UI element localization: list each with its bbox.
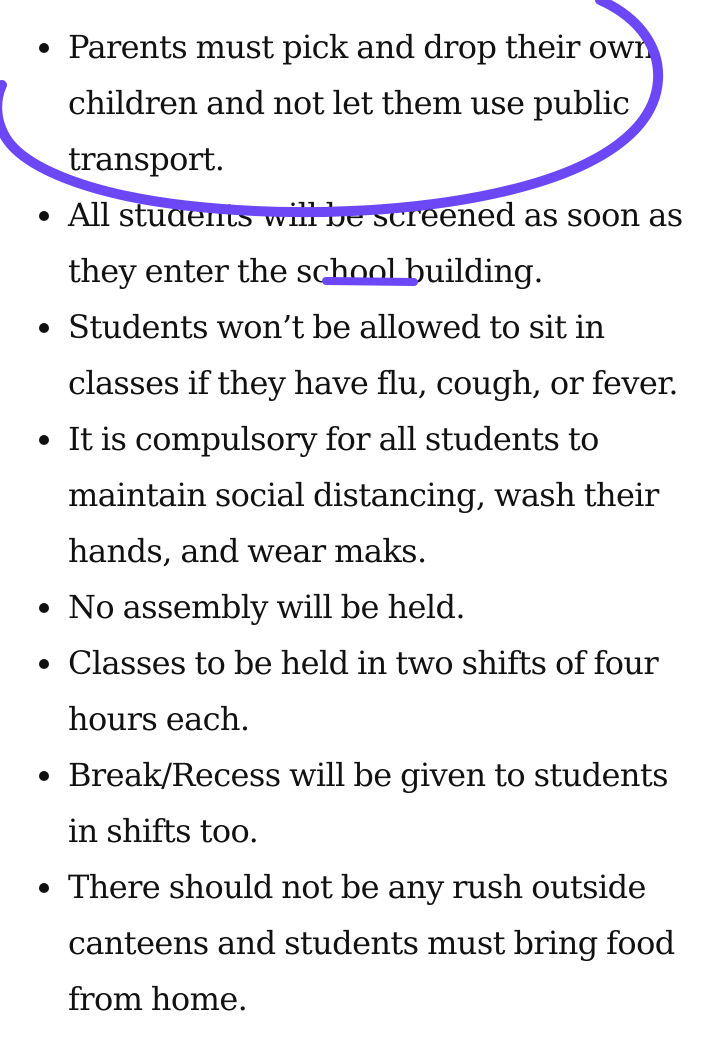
bullet-icon bbox=[39, 435, 49, 445]
rule-item-7 bbox=[68, 747, 698, 859]
rule-item-3 bbox=[68, 299, 698, 411]
bullet-icon bbox=[39, 883, 49, 893]
rule-text: Students won’t be allowed to sit in classes if they have flu, cough, or fever. bbox=[68, 308, 678, 402]
bullet-icon bbox=[39, 323, 49, 333]
rule-item-8 bbox=[68, 859, 698, 1027]
rule-text: All students will be screened as soon as they enter the school building. bbox=[68, 196, 683, 290]
rule-text: No assembly will be held. bbox=[68, 588, 465, 626]
rule-text: Break/Recess will be given to students in shifts too. bbox=[68, 756, 668, 850]
bullet-icon bbox=[39, 211, 49, 221]
rule-item-5 bbox=[68, 579, 698, 635]
bullet-icon bbox=[39, 659, 49, 669]
bullet-icon bbox=[39, 603, 49, 613]
rule-text: It is compulsory for all students to maintain social distancing, wash their hands, and wear maks. bbox=[68, 420, 659, 570]
rule-item-4 bbox=[68, 411, 698, 579]
rule-item-6 bbox=[68, 635, 698, 747]
rule-text: Classes to be held in two shifts of four hours each. bbox=[68, 644, 659, 738]
rule-text: Parents must pick and drop their own children and not let them use public transport. bbox=[68, 28, 654, 178]
bullet-icon bbox=[39, 43, 49, 53]
rule-item-1 bbox=[68, 19, 698, 187]
bullet-icon bbox=[39, 771, 49, 781]
rule-item-2 bbox=[68, 187, 698, 299]
rules-document bbox=[0, 19, 718, 1027]
rules-list bbox=[0, 19, 698, 1027]
rule-text: There should not be any rush outside canteens and students must bring food from home. bbox=[68, 868, 675, 1018]
